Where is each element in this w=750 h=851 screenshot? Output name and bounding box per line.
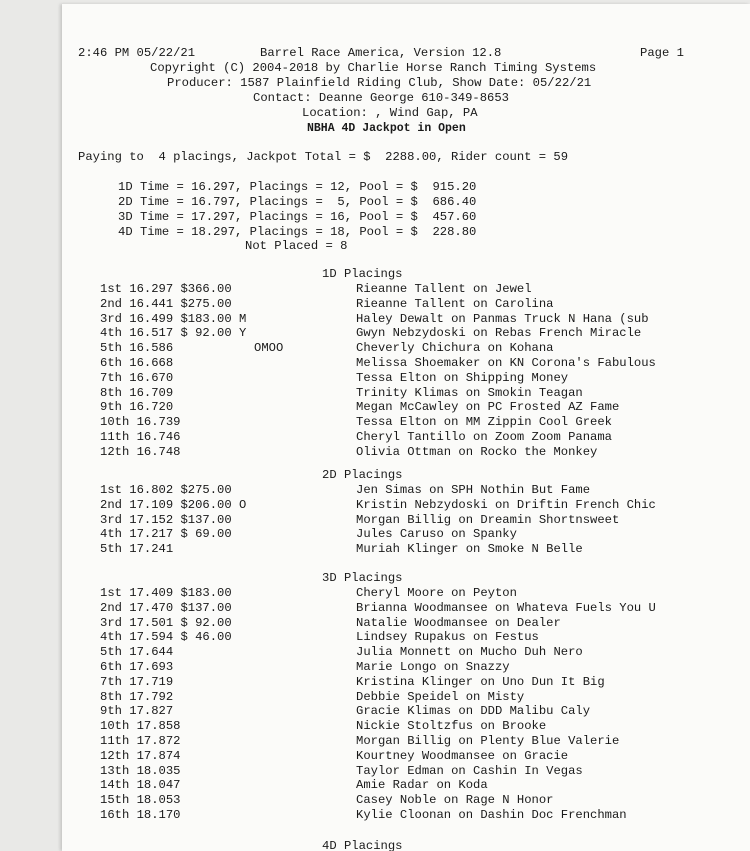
division-line-4d: 4D Time = 18.297, Placings = 18, Pool = $ 228.80: [118, 225, 477, 239]
placing-rider: Melissa Shoemaker on KN Corona's Fabulous: [356, 356, 656, 370]
placing-result: 12th 17.874: [100, 748, 181, 763]
placing-rider: Kristin Nebzydoski on Driftin French Chic: [356, 497, 656, 512]
placing-result: 3rd 16.499 $183.00 M: [100, 311, 247, 326]
placing-rider: Casey Noble on Rage N Honor: [356, 793, 554, 808]
placing-result: 7th 17.719: [100, 674, 174, 689]
placing-result: 15th 18.053: [100, 793, 181, 808]
placing-result: 8th 17.792: [100, 689, 174, 704]
producer-line: Producer: 1587 Plainfield Riding Club, Show Date: 05/22/21: [167, 76, 592, 90]
placing-rider: Muriah Klinger on Smoke N Belle: [356, 542, 583, 557]
placing-rider: Cheryl Moore on Peyton: [356, 586, 517, 600]
placing-result: 1st 16.297 $366.00: [100, 282, 232, 296]
section-title: 1D Placings: [322, 267, 403, 281]
section-title: 2D Placings: [322, 468, 403, 482]
placing-result: 2nd 17.470 $137.00: [100, 600, 232, 615]
placing-rider: Kourtney Woodmansee on Gracie: [356, 748, 569, 763]
placing-result: 5th 16.586: [100, 341, 174, 356]
placing-rider: Trinity Klimas on Smokin Teagan: [356, 385, 583, 400]
placing-rider: Taylor Edman on Cashin In Vegas: [356, 763, 583, 778]
placing-rider: Jen Simas on SPH Nothin But Fame: [356, 483, 591, 497]
placing-result: 2nd 17.109 $206.00 O: [100, 497, 247, 512]
placing-rider: Rieanne Tallent on Jewel: [356, 282, 532, 296]
contact-line: Contact: Deanne George 610-349-8653: [253, 91, 509, 105]
division-line-2d: 2D Time = 16.797, Placings = 5, Pool = $ 686.40: [118, 195, 477, 209]
placing-rider: Haley Dewalt on Panmas Truck N Hana (sub: [356, 311, 649, 326]
section-title: 3D Placings: [322, 571, 403, 585]
placing-rider: Cheryl Tantillo on Zoom Zoom Panama: [356, 430, 612, 444]
placing-rider: Jules Caruso on Spanky: [356, 527, 517, 542]
placing-rider: Morgan Billig on Plenty Blue Valerie: [356, 734, 620, 748]
placing-rider: Kristina Klinger on Uno Dun It Big: [356, 674, 605, 689]
placing-result: 9th 16.720: [100, 400, 174, 415]
event-title: NBHA 4D Jackpot in Open: [307, 122, 466, 135]
placing-rider: Gwyn Nebzydoski on Rebas French Miracle: [356, 326, 642, 341]
placing-result: 4th 17.217 $ 69.00: [100, 527, 232, 542]
placing-rider: Natalie Woodmansee on Dealer: [356, 615, 561, 630]
placing-result: 3rd 17.501 $ 92.00: [100, 615, 232, 630]
placing-rider: Brianna Woodmansee on Whateva Fuels You U: [356, 600, 656, 615]
placing-result: 9th 17.827: [100, 704, 174, 719]
placing-result: 11th 17.872: [100, 734, 181, 748]
placing-result: 4th 16.517 $ 92.00 Y: [100, 326, 247, 341]
paying-summary: Paying to 4 placings, Jackpot Total = $ 2288.00, Rider count = 59: [78, 150, 569, 164]
division-line-1d: 1D Time = 16.297, Placings = 12, Pool = $ 915.20: [118, 180, 477, 194]
placing-result: 11th 16.746: [100, 430, 181, 444]
placing-rider: Debbie Speidel on Misty: [356, 689, 525, 704]
placing-rider: Amie Radar on Koda: [356, 778, 488, 793]
program-name: Barrel Race America, Version 12.8: [260, 46, 502, 60]
placing-result: 4th 17.594 $ 46.00: [100, 630, 232, 645]
placing-rider: Morgan Billig on Dreamin Shortnsweet: [356, 512, 620, 527]
placing-result: 8th 16.709: [100, 385, 174, 400]
placing-rider: Cheverly Chichura on Kohana: [356, 341, 554, 356]
print-timestamp: 2:46 PM 05/22/21: [78, 46, 196, 60]
location-line: Location: , Wind Gap, PA: [302, 106, 478, 120]
placing-result: 12th 16.748: [100, 444, 181, 459]
placing-rider: Marie Longo on Snazzy: [356, 660, 510, 674]
page-number: Page 1: [640, 46, 684, 60]
placing-rider: Lindsey Rupakus on Festus: [356, 630, 539, 645]
placing-rider: Nickie Stoltzfus on Brooke: [356, 719, 547, 734]
placing-rider: Olivia Ottman on Rocko the Monkey: [356, 444, 598, 459]
placing-result: 1st 17.409 $183.00: [100, 586, 232, 600]
placing-result: 14th 18.047: [100, 778, 181, 793]
placing-result: 7th 16.670: [100, 370, 174, 385]
placing-result: 3rd 17.152 $137.00: [100, 512, 232, 527]
placing-rider: Gracie Klimas on DDD Malibu Caly: [356, 704, 591, 719]
placing-result: 10th 17.858: [100, 719, 181, 734]
placing-rider: Tessa Elton on MM Zippin Cool Greek: [356, 415, 612, 430]
placing-result: 1st 16.802 $275.00: [100, 483, 232, 497]
placing-result: 5th 17.644: [100, 645, 174, 660]
placing-rider: Rieanne Tallent on Carolina: [356, 296, 554, 311]
placing-result: 13th 18.035: [100, 763, 181, 778]
placing-result: 16th 18.170: [100, 808, 181, 822]
division-line-3d: 3D Time = 17.297, Placings = 16, Pool = $ 457.60: [118, 210, 477, 224]
section-title: 4D Placings: [322, 839, 403, 851]
copyright-line: Copyright (C) 2004-2018 by Charlie Horse Ranch Timing Systems: [150, 61, 597, 75]
placing-result: 2nd 16.441 $275.00: [100, 296, 232, 311]
results-sheet: [62, 4, 750, 851]
placing-result: 6th 16.668: [100, 356, 174, 370]
placing-result: 6th 17.693: [100, 660, 174, 674]
not-placed-count: Not Placed = 8: [245, 239, 348, 253]
placing-result: 5th 17.241: [100, 542, 174, 557]
placing-rider: Megan McCawley on PC Frosted AZ Fame: [356, 400, 620, 415]
placing-rider: Kylie Cloonan on Dashin Doc Frenchman: [356, 808, 627, 822]
placing-rider: Tessa Elton on Shipping Money: [356, 370, 569, 385]
placing-result: 10th 16.739: [100, 415, 181, 430]
placing-rider: Julia Monnett on Mucho Duh Nero: [356, 645, 583, 660]
placing-note: OMOO: [254, 341, 284, 356]
